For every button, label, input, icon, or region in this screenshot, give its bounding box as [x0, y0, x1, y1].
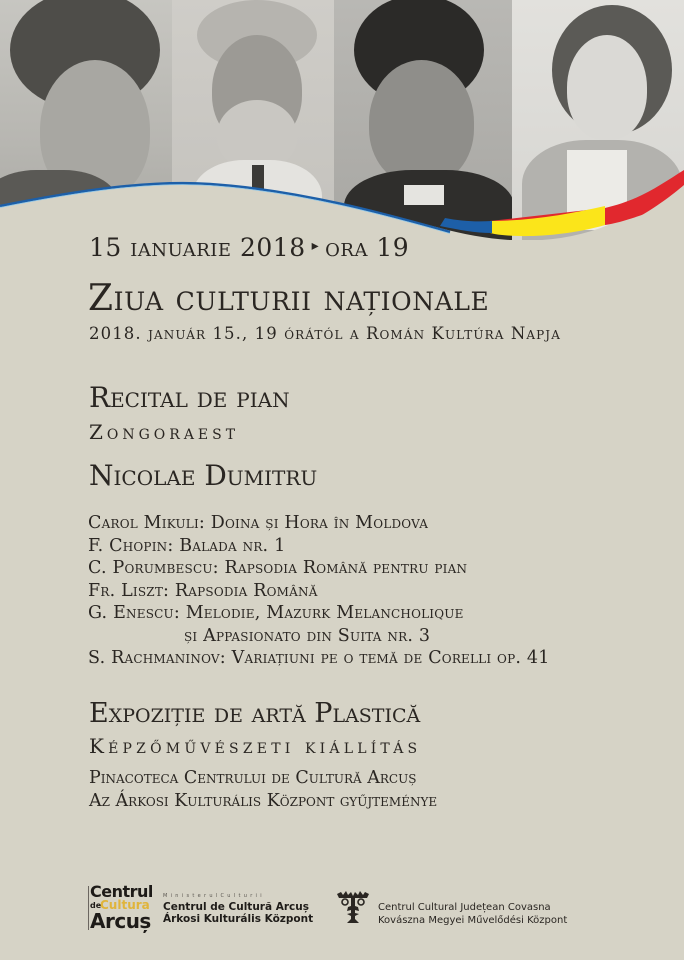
ministry-label: MinisterulCulturii [163, 893, 265, 899]
recital-title: Recital de pian [89, 381, 290, 414]
tree-of-life-icon [335, 889, 371, 925]
program-item: G. Enescu: Melodie, Mazurk Melancholique [88, 603, 464, 623]
separator-arrow-icon: ▸ [311, 238, 320, 254]
recital-title-hungarian: Zongoraest [89, 420, 240, 444]
flag-wave-divider [0, 0, 684, 240]
event-date: 15 ianuarie 2018 [89, 233, 306, 262]
logo-line: Arcuș [90, 909, 151, 933]
arcus-name-hungarian: Árkosi Kulturális Központ [163, 913, 314, 925]
arcus-organization [163, 893, 313, 925]
program-item: Fr. Liszt: Rapsodia Română [88, 580, 318, 601]
program-item: S. Rachmaninov: Variațiuni pe o temă de Corelli op. 41 [88, 648, 550, 668]
program-list [88, 512, 550, 670]
exhibition-title: Expoziție de artă Plastică [89, 698, 421, 729]
arcus-name-romanian: Centrul de Cultură Arcuș [163, 901, 309, 913]
covasna-organization [378, 901, 567, 927]
event-date-time [89, 233, 409, 262]
arcus-logo [88, 884, 158, 932]
logo-line: Centrul [90, 882, 153, 901]
logo-line: de [90, 901, 102, 910]
covasna-name-hungarian: Kovászna Megyei Művelődési Központ [378, 915, 568, 926]
event-subtitle-hungarian: 2018. január 15., 19 órától a Román Kultúra Napja [89, 324, 561, 343]
program-item: F. Chopin: Balada nr. 1 [88, 535, 286, 556]
logo-divider [88, 886, 89, 930]
portrait-banner [0, 0, 684, 240]
program-item: Carol Mikuli: Doina și Hora în Moldova [88, 513, 429, 533]
exhibition-title-hungarian: Képzőművészeti kiállítás [89, 734, 422, 758]
program-item: și Appasionato din Suita nr. 3 [184, 625, 431, 646]
performer-name: Nicolae Dumitru [89, 459, 318, 492]
exhibition-source-hungarian: Az Árkosi Kulturális Központ gyűjteménye [89, 791, 438, 811]
program-item: C. Porumbescu: Rapsodia Română pentru pian [88, 558, 468, 578]
covasna-name-romanian: Centrul Cultural Județean Covasna [378, 902, 551, 913]
event-time: ora 19 [325, 233, 410, 262]
logo-line: Cultura [100, 898, 150, 912]
exhibition-source: Pinacoteca Centrului de Cultură Arcuș [89, 768, 417, 788]
event-title: Ziua culturii naționale [88, 278, 490, 319]
